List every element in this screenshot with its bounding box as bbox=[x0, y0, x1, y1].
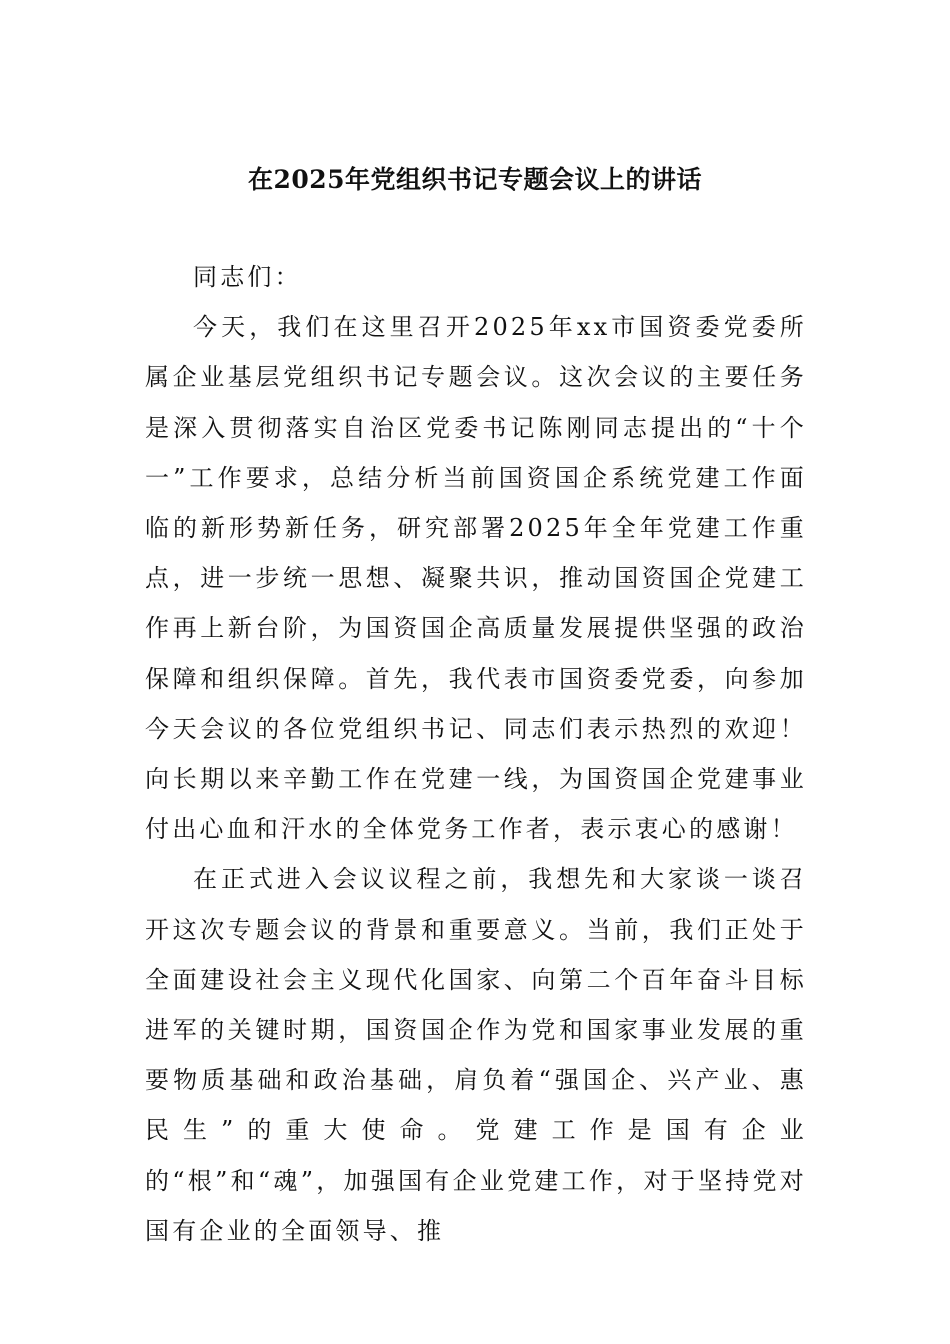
salutation: 同志们： bbox=[193, 263, 302, 291]
document-title: 在2025年党组织书记专题会议上的讲话 bbox=[247, 165, 703, 194]
paragraph-1: 今天，我们在这里召开2025年xx市国资委党委所属企业基层党组织书记专题会议。这次会议的主要任务是深入贯彻落实自治区党委书记陈刚同志提出的“十个一”工作要求，总结分析当前国资国企系统党建工作面临的新形势新任务，研究部署2025年全年党建工作重点，进一步统一思想、凝聚共识，推动国资国企党建工作再上新台阶，为国资国企高质量发展提供坚强的政治保障和组织保障。首先，我代表市国资委党委，向参加今天会议的各位党组织书记、同志们表示热烈的欢迎！向长期以来辛勤工作在党建一线，为国资国企党建事业付出心血和汗水的全体党务工作者，表示衷心的感谢！ bbox=[145, 313, 807, 844]
paragraph-2: 在正式进入会议议程之前，我想先和大家谈一谈召开这次专题会议的背景和重要意义。当前，我们正处于全面建设社会主义现代化国家、向第二个百年奋斗目标进军的关键时期，国资国企作为党和国家事业发展的重要物质基础和政治基础，肩负着“强国企、兴产业、惠民生”的重大使命。党建工作是国有企业的“根”和“魂”，加强国有企业党建工作，对于坚持党对国有企业的全面领导、推 bbox=[145, 865, 807, 1245]
document-body bbox=[145, 252, 807, 1256]
